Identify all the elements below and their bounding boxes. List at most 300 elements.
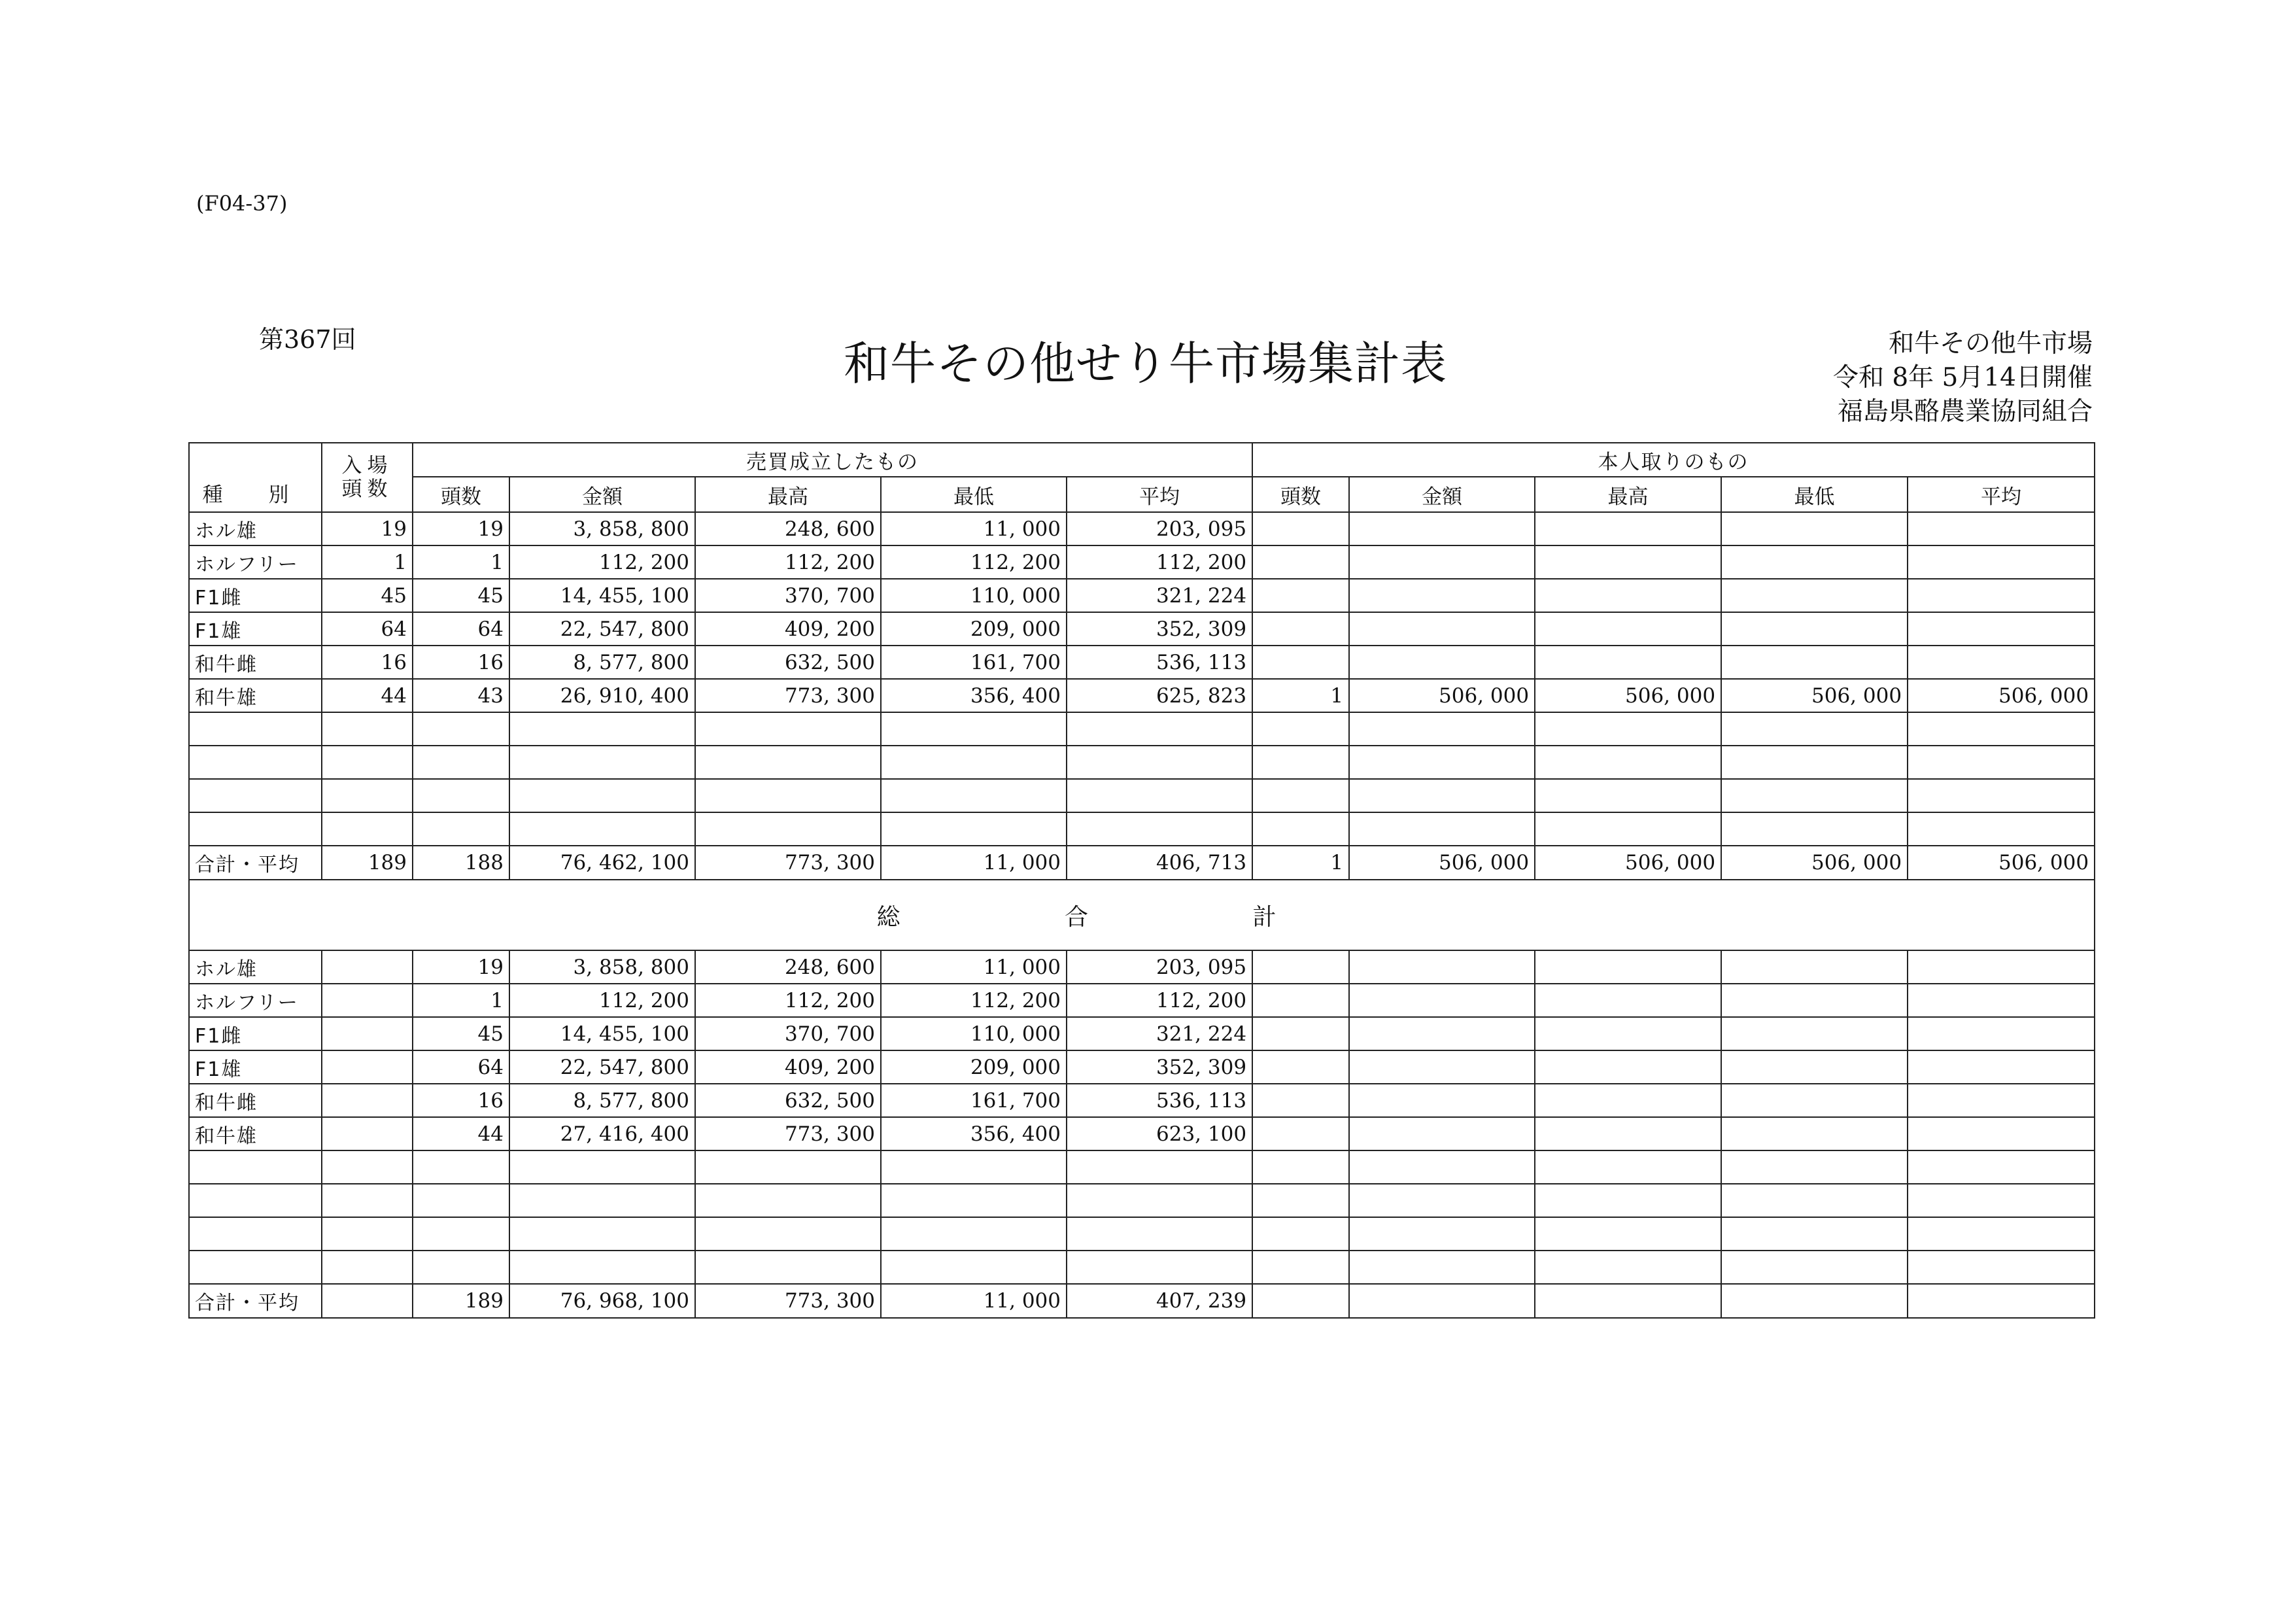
table-row-blank <box>189 746 2095 779</box>
cell-entry-count: 1 <box>322 545 413 579</box>
cell-sold-amount: 112, 200 <box>509 545 695 579</box>
cell-entry-count <box>322 1050 413 1084</box>
cell-sold-max: 409, 200 <box>695 1050 881 1084</box>
cell-empty <box>1349 1150 1535 1184</box>
cell-empty <box>1535 1184 1721 1217</box>
cell-sold-min: 110, 000 <box>881 1017 1067 1050</box>
cell-entry-count: 44 <box>322 679 413 712</box>
cell-self-max <box>1535 1084 1721 1117</box>
cell-empty <box>1349 1251 1535 1284</box>
cell-entry-count: 189 <box>322 846 413 880</box>
cell-self-max <box>1535 512 1721 545</box>
cell-kind: F1雌 <box>189 1017 322 1050</box>
cell-empty <box>1349 1217 1535 1251</box>
header-group-sold: 売買成立したもの <box>413 443 1252 477</box>
cell-empty <box>1721 712 1908 746</box>
cell-self-max <box>1535 545 1721 579</box>
cell-empty <box>695 1150 881 1184</box>
header-self-count: 頭数 <box>1252 477 1349 512</box>
cell-sold-max: 773, 300 <box>695 679 881 712</box>
cell-empty <box>509 1150 695 1184</box>
table-row <box>189 950 2095 984</box>
cell-empty <box>189 1150 322 1184</box>
cell-sold-max: 773, 300 <box>695 846 881 880</box>
cell-self-min <box>1721 1284 1908 1318</box>
cell-self-avg <box>1908 646 2095 679</box>
header-row-sub <box>189 477 2095 512</box>
cell-empty <box>695 746 881 779</box>
cell-empty <box>1908 1184 2095 1217</box>
cell-empty <box>413 746 509 779</box>
cell-empty <box>1349 712 1535 746</box>
cell-self-amount: 506, 000 <box>1349 846 1535 880</box>
header-sold-amount: 金額 <box>509 477 695 512</box>
table-row-total <box>189 846 2095 880</box>
header-self-max: 最高 <box>1535 477 1721 512</box>
cell-empty <box>1252 812 1349 846</box>
cell-kind: ホル雄 <box>189 512 322 545</box>
page-title: 和牛その他せり牛市場集計表 <box>844 337 1447 390</box>
cell-self-count <box>1252 984 1349 1017</box>
cell-sold-min: 112, 200 <box>881 984 1067 1017</box>
cell-empty <box>413 1150 509 1184</box>
cell-empty <box>509 712 695 746</box>
cell-sold-min: 356, 400 <box>881 1117 1067 1150</box>
cell-self-avg <box>1908 1050 2095 1084</box>
cell-self-amount <box>1349 646 1535 679</box>
cell-empty <box>509 746 695 779</box>
cell-self-count <box>1252 545 1349 579</box>
cell-empty <box>881 746 1067 779</box>
cell-sold-min: 356, 400 <box>881 679 1067 712</box>
cell-sold-max: 248, 600 <box>695 950 881 984</box>
cell-kind: 和牛雄 <box>189 1117 322 1150</box>
cell-sold-avg: 536, 113 <box>1067 1084 1252 1117</box>
cell-sold-count: 43 <box>413 679 509 712</box>
header-kind: 種 別 <box>189 443 322 512</box>
cell-sold-max: 370, 700 <box>695 1017 881 1050</box>
cell-self-amount <box>1349 984 1535 1017</box>
cell-self-avg <box>1908 950 2095 984</box>
cell-empty <box>1349 746 1535 779</box>
cell-self-amount <box>1349 512 1535 545</box>
cell-empty <box>1067 812 1252 846</box>
table-row <box>189 545 2095 579</box>
cell-sold-amount: 8, 577, 800 <box>509 1084 695 1117</box>
cell-self-amount <box>1349 950 1535 984</box>
cell-sold-count: 16 <box>413 1084 509 1117</box>
cell-self-max: 506, 000 <box>1535 679 1721 712</box>
cell-empty <box>1535 1217 1721 1251</box>
cell-sold-max: 773, 300 <box>695 1117 881 1150</box>
table-row <box>189 512 2095 545</box>
cell-empty <box>509 779 695 812</box>
table-row <box>189 646 2095 679</box>
cell-sold-count: 16 <box>413 646 509 679</box>
table-row-blank <box>189 1217 2095 1251</box>
cell-sold-max: 632, 500 <box>695 646 881 679</box>
cell-sold-amount: 8, 577, 800 <box>509 646 695 679</box>
cell-empty <box>1252 712 1349 746</box>
table-row <box>189 1017 2095 1050</box>
cell-sold-count: 19 <box>413 950 509 984</box>
cell-empty <box>322 1217 413 1251</box>
cell-empty <box>1535 812 1721 846</box>
cell-entry-count <box>322 1084 413 1117</box>
cell-empty <box>413 812 509 846</box>
cell-self-amount: 506, 000 <box>1349 679 1535 712</box>
cell-empty <box>881 812 1067 846</box>
cell-sold-avg: 625, 823 <box>1067 679 1252 712</box>
cell-empty <box>881 1150 1067 1184</box>
cell-empty <box>189 712 322 746</box>
cell-empty <box>189 1217 322 1251</box>
cell-self-min <box>1721 579 1908 612</box>
cell-sold-avg: 352, 309 <box>1067 1050 1252 1084</box>
cell-empty <box>881 712 1067 746</box>
cell-sold-count: 44 <box>413 1117 509 1150</box>
cell-empty <box>1067 1217 1252 1251</box>
cell-empty <box>881 1184 1067 1217</box>
cell-empty <box>1067 1251 1252 1284</box>
cell-kind: F1雌 <box>189 579 322 612</box>
table-row-blank <box>189 1251 2095 1284</box>
cell-self-max <box>1535 950 1721 984</box>
cell-self-amount <box>1349 579 1535 612</box>
cell-empty <box>1349 812 1535 846</box>
cell-sold-max: 112, 200 <box>695 984 881 1017</box>
cell-empty <box>881 1217 1067 1251</box>
table-row-blank <box>189 1150 2095 1184</box>
cell-self-max <box>1535 612 1721 646</box>
cell-empty <box>322 746 413 779</box>
cell-self-max <box>1535 579 1721 612</box>
cell-sold-amount: 22, 547, 800 <box>509 612 695 646</box>
cell-self-avg <box>1908 984 2095 1017</box>
cell-sold-amount: 27, 416, 400 <box>509 1117 695 1150</box>
cell-sold-min: 110, 000 <box>881 579 1067 612</box>
table-row <box>189 984 2095 1017</box>
table-row-blank <box>189 779 2095 812</box>
cell-sold-amount: 22, 547, 800 <box>509 1050 695 1084</box>
cell-empty <box>413 779 509 812</box>
cell-self-min <box>1721 1017 1908 1050</box>
header-sold-count: 頭数 <box>413 477 509 512</box>
cell-empty <box>1067 1184 1252 1217</box>
cell-self-avg: 506, 000 <box>1908 679 2095 712</box>
table-row <box>189 1050 2095 1084</box>
cell-self-amount <box>1349 1050 1535 1084</box>
cell-self-count <box>1252 1117 1349 1150</box>
cell-sold-min: 209, 000 <box>881 1050 1067 1084</box>
header-self-avg: 平均 <box>1908 477 2095 512</box>
cell-empty <box>695 1251 881 1284</box>
cell-sold-avg: 203, 095 <box>1067 512 1252 545</box>
cell-self-max <box>1535 1284 1721 1318</box>
cell-empty <box>1349 779 1535 812</box>
cell-empty <box>413 1251 509 1284</box>
cell-empty <box>1721 1150 1908 1184</box>
cell-self-min <box>1721 612 1908 646</box>
cell-self-avg <box>1908 1284 2095 1318</box>
cell-kind: 和牛雌 <box>189 1084 322 1117</box>
cell-self-count: 1 <box>1252 846 1349 880</box>
cell-self-count <box>1252 1050 1349 1084</box>
table-row-blank <box>189 712 2095 746</box>
cell-self-count <box>1252 512 1349 545</box>
cell-self-max: 506, 000 <box>1535 846 1721 880</box>
cell-sold-amount: 14, 455, 100 <box>509 1017 695 1050</box>
summary-table <box>188 442 2095 1319</box>
cell-empty <box>1252 746 1349 779</box>
cell-empty <box>881 1251 1067 1284</box>
cell-self-max <box>1535 1017 1721 1050</box>
header-group-self: 本人取りのもの <box>1252 443 2095 477</box>
cell-sold-avg: 321, 224 <box>1067 1017 1252 1050</box>
cell-empty <box>1908 779 2095 812</box>
cell-sold-max: 632, 500 <box>695 1084 881 1117</box>
session-number: 第367回 <box>259 325 356 354</box>
cell-empty <box>1908 1251 2095 1284</box>
cell-empty <box>881 779 1067 812</box>
cell-sold-avg: 321, 224 <box>1067 579 1252 612</box>
cell-empty <box>1535 746 1721 779</box>
cell-entry-count: 64 <box>322 612 413 646</box>
cell-sold-avg: 536, 113 <box>1067 646 1252 679</box>
cell-empty <box>1535 779 1721 812</box>
cell-self-min: 506, 000 <box>1721 679 1908 712</box>
cell-self-max <box>1535 1050 1721 1084</box>
cell-kind: F1雄 <box>189 612 322 646</box>
cell-sold-avg: 352, 309 <box>1067 612 1252 646</box>
cell-sold-min: 11, 000 <box>881 512 1067 545</box>
cell-sold-avg: 112, 200 <box>1067 984 1252 1017</box>
cell-self-max <box>1535 646 1721 679</box>
cell-empty <box>1908 812 2095 846</box>
cell-self-avg: 506, 000 <box>1908 846 2095 880</box>
cell-empty <box>1252 1251 1349 1284</box>
cell-sold-max: 773, 300 <box>695 1284 881 1318</box>
cell-empty <box>1252 1184 1349 1217</box>
header-entry-line2: 頭数 <box>341 477 393 501</box>
organizer-name: 福島県酪農業協同組合 <box>1837 397 2093 426</box>
cell-sold-amount: 76, 462, 100 <box>509 846 695 880</box>
cell-sold-min: 161, 700 <box>881 646 1067 679</box>
cell-sold-max: 248, 600 <box>695 512 881 545</box>
header-row-group <box>189 443 2095 477</box>
header-sold-avg: 平均 <box>1067 477 1252 512</box>
cell-entry-count: 45 <box>322 579 413 612</box>
cell-self-avg <box>1908 512 2095 545</box>
cell-entry-count <box>322 950 413 984</box>
cell-self-count <box>1252 1084 1349 1117</box>
cell-sold-count: 45 <box>413 579 509 612</box>
cell-self-avg <box>1908 612 2095 646</box>
cell-self-avg <box>1908 1117 2095 1150</box>
table-row-blank <box>189 1184 2095 1217</box>
cell-sold-count: 1 <box>413 984 509 1017</box>
cell-empty <box>1535 712 1721 746</box>
cell-sold-amount: 3, 858, 800 <box>509 512 695 545</box>
cell-empty <box>189 1184 322 1217</box>
header-self-min: 最低 <box>1721 477 1908 512</box>
cell-empty <box>1067 1150 1252 1184</box>
cell-entry-count <box>322 1284 413 1318</box>
cell-sold-avg: 203, 095 <box>1067 950 1252 984</box>
cell-self-min <box>1721 646 1908 679</box>
cell-sold-min: 161, 700 <box>881 1084 1067 1117</box>
cell-empty <box>322 712 413 746</box>
organizer-block <box>1833 327 2093 429</box>
cell-empty <box>189 779 322 812</box>
cell-empty <box>189 746 322 779</box>
cell-kind: 合計・平均 <box>189 1284 322 1318</box>
cell-empty <box>322 779 413 812</box>
table-row <box>189 612 2095 646</box>
cell-empty <box>1252 1217 1349 1251</box>
cell-kind: F1雄 <box>189 1050 322 1084</box>
cell-kind: ホルフリー <box>189 545 322 579</box>
header-self-amount: 金額 <box>1349 477 1535 512</box>
cell-empty <box>1721 812 1908 846</box>
cell-self-count: 1 <box>1252 679 1349 712</box>
cell-self-avg <box>1908 1017 2095 1050</box>
cell-self-count <box>1252 579 1349 612</box>
cell-sold-count: 19 <box>413 512 509 545</box>
cell-sold-min: 11, 000 <box>881 846 1067 880</box>
cell-empty <box>1908 712 2095 746</box>
header-entry-line1: 入場 <box>341 454 393 477</box>
cell-empty <box>509 1251 695 1284</box>
cell-self-max <box>1535 984 1721 1017</box>
cell-empty <box>695 712 881 746</box>
cell-empty <box>1721 1217 1908 1251</box>
cell-self-count <box>1252 1284 1349 1318</box>
cell-sold-min: 209, 000 <box>881 612 1067 646</box>
table-row <box>189 679 2095 712</box>
cell-self-count <box>1252 950 1349 984</box>
cell-entry-count: 16 <box>322 646 413 679</box>
cell-empty <box>413 1217 509 1251</box>
cell-empty <box>509 1217 695 1251</box>
table-row-blank <box>189 812 2095 846</box>
table-row <box>189 1117 2095 1150</box>
section-grand-total-header <box>189 880 2095 950</box>
cell-sold-avg: 406, 713 <box>1067 846 1252 880</box>
cell-entry-count: 19 <box>322 512 413 545</box>
cell-self-amount <box>1349 1117 1535 1150</box>
cell-empty <box>1721 1184 1908 1217</box>
cell-self-avg <box>1908 1084 2095 1117</box>
cell-sold-count: 189 <box>413 1284 509 1318</box>
cell-self-count <box>1252 612 1349 646</box>
cell-empty <box>1908 1217 2095 1251</box>
cell-empty <box>413 712 509 746</box>
cell-sold-amount: 76, 968, 100 <box>509 1284 695 1318</box>
cell-empty <box>1067 712 1252 746</box>
cell-self-amount <box>1349 612 1535 646</box>
cell-sold-min: 112, 200 <box>881 545 1067 579</box>
document-code: (F04-37) <box>196 191 288 216</box>
cell-sold-max: 112, 200 <box>695 545 881 579</box>
section-title: 総 合 計 <box>876 903 1355 931</box>
cell-empty <box>1908 746 2095 779</box>
header-sold-max: 最高 <box>695 477 881 512</box>
cell-empty <box>322 1184 413 1217</box>
table-row <box>189 1084 2095 1117</box>
cell-empty <box>322 1150 413 1184</box>
cell-self-min <box>1721 1084 1908 1117</box>
cell-self-min <box>1721 512 1908 545</box>
header-entry-count <box>322 443 413 512</box>
cell-entry-count <box>322 1017 413 1050</box>
table-row <box>189 579 2095 612</box>
cell-sold-count: 64 <box>413 1050 509 1084</box>
cell-empty <box>695 1217 881 1251</box>
cell-sold-avg: 112, 200 <box>1067 545 1252 579</box>
table-row-total <box>189 1284 2095 1318</box>
cell-empty <box>322 812 413 846</box>
cell-empty <box>1721 779 1908 812</box>
cell-empty <box>1067 779 1252 812</box>
cell-empty <box>695 1184 881 1217</box>
cell-empty <box>322 1251 413 1284</box>
cell-entry-count <box>322 984 413 1017</box>
cell-self-min <box>1721 1117 1908 1150</box>
cell-sold-max: 409, 200 <box>695 612 881 646</box>
cell-sold-max: 370, 700 <box>695 579 881 612</box>
cell-empty <box>1535 1251 1721 1284</box>
cell-empty <box>189 812 322 846</box>
cell-self-min <box>1721 950 1908 984</box>
cell-empty <box>509 1184 695 1217</box>
cell-self-amount <box>1349 1017 1535 1050</box>
cell-sold-amount: 3, 858, 800 <box>509 950 695 984</box>
cell-self-min <box>1721 1050 1908 1084</box>
cell-entry-count <box>322 1117 413 1150</box>
cell-self-amount <box>1349 545 1535 579</box>
header-sold-min: 最低 <box>881 477 1067 512</box>
cell-empty <box>695 779 881 812</box>
cell-sold-count: 64 <box>413 612 509 646</box>
event-date: 令和 8年 5月14日開催 <box>1832 363 2093 392</box>
cell-empty <box>413 1184 509 1217</box>
cell-kind: 和牛雄 <box>189 679 322 712</box>
cell-sold-amount: 112, 200 <box>509 984 695 1017</box>
cell-empty <box>1721 1251 1908 1284</box>
cell-empty <box>1252 779 1349 812</box>
cell-empty <box>189 1251 322 1284</box>
cell-empty <box>1721 746 1908 779</box>
cell-empty <box>1535 1150 1721 1184</box>
cell-kind: ホルフリー <box>189 984 322 1017</box>
cell-self-amount <box>1349 1084 1535 1117</box>
cell-sold-count: 45 <box>413 1017 509 1050</box>
cell-empty <box>1252 1150 1349 1184</box>
cell-kind: 合計・平均 <box>189 846 322 880</box>
cell-sold-avg: 623, 100 <box>1067 1117 1252 1150</box>
cell-sold-min: 11, 000 <box>881 950 1067 984</box>
cell-self-amount <box>1349 1284 1535 1318</box>
cell-empty <box>1908 1150 2095 1184</box>
cell-empty <box>1349 1184 1535 1217</box>
cell-self-max <box>1535 1117 1721 1150</box>
cell-kind: ホル雄 <box>189 950 322 984</box>
cell-self-avg <box>1908 545 2095 579</box>
cell-kind: 和牛雌 <box>189 646 322 679</box>
cell-self-min <box>1721 545 1908 579</box>
cell-sold-count: 188 <box>413 846 509 880</box>
